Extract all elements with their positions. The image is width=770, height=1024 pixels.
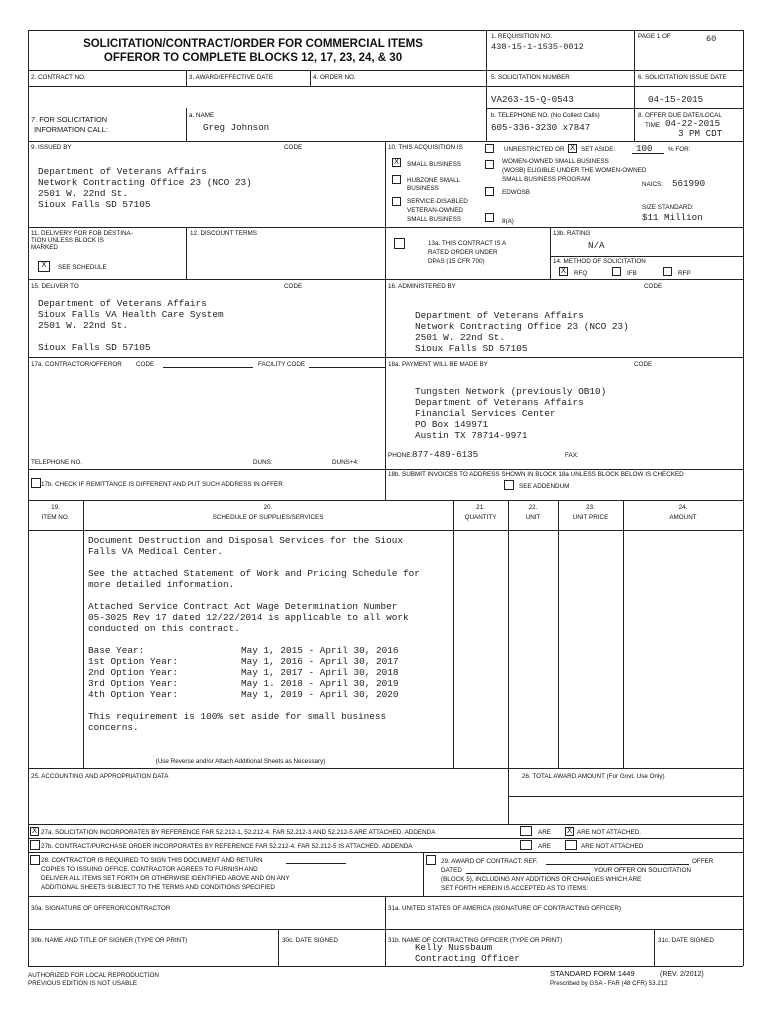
- deliver-to-line-1: Department of Veterans Affairs: [38, 298, 207, 309]
- payment-fax-label: FAX:: [565, 452, 579, 459]
- officer-name[interactable]: Kelly Nussbaum: [415, 942, 493, 953]
- 27b-are-checkbox[interactable]: [520, 840, 532, 850]
- rule: [28, 530, 743, 531]
- rule: [385, 141, 386, 469]
- usa-signature-label: 31a. UNITED STATES OF AMERICA (SIGNATURE OF CONTRACTING OFFICER): [388, 905, 622, 912]
- see-addendum-label: SEE ADDENDUM: [519, 483, 570, 490]
- edwosb-label: EDWOSB: [502, 189, 530, 196]
- year-range: May 1, 2015 - April 30, 2016: [241, 645, 399, 656]
- rule: [486, 108, 743, 109]
- schedule-footnote: (Use Reverse and/or Attach Additional Sheets as Necessary): [155, 758, 326, 765]
- offer-due-date[interactable]: 04-22-2015: [665, 118, 721, 129]
- 27a-are-not-checkbox[interactable]: X: [566, 826, 573, 836]
- col-schedule-num: 20.: [263, 504, 273, 511]
- duns4-label: DUNS+4:: [332, 459, 359, 466]
- rfp-label: RFP: [678, 270, 691, 277]
- administered-by-label: 16. ADMINISTERED BY: [388, 283, 456, 290]
- rule: [28, 30, 29, 966]
- officer-date-label: 31c. DATE SIGNED: [658, 937, 714, 944]
- rule: [28, 852, 743, 853]
- hubzone-label-2: BUSINESS: [407, 185, 439, 192]
- contractor-code-label: CODE: [136, 361, 155, 368]
- payment-phone-value[interactable]: 877-489-6135: [412, 449, 479, 460]
- footer-revision: (REV. 2/2012): [660, 971, 704, 978]
- hubzone-checkbox[interactable]: [392, 175, 401, 184]
- award-date-label: 3. AWARD/EFFECTIVE DATE: [189, 74, 274, 81]
- offer-due-label: 8. OFFER DUE DATE/LOCAL: [638, 112, 722, 119]
- payment-phone-label: PHONE:: [388, 452, 413, 459]
- rule: [28, 500, 743, 501]
- rule: [278, 929, 279, 966]
- deliver-to-line-5: Sioux Falls SD 57105: [38, 342, 151, 353]
- 27b-are-label: ARE: [538, 843, 551, 850]
- year-label: 1st Option Year:: [88, 656, 179, 667]
- rule: [654, 929, 655, 966]
- percent-for-label: % FOR:: [668, 146, 691, 153]
- col-unit-price-label: UNIT PRICE: [572, 514, 609, 521]
- year-label: 2nd Option Year:: [88, 667, 179, 678]
- award-checkbox[interactable]: [426, 855, 436, 865]
- issued-by-label: 9. ISSUED BY: [31, 144, 72, 151]
- schedule-text: This requirement is 100% set aside for small business: [88, 711, 387, 722]
- rule: [186, 227, 187, 279]
- year-label: 3rd Option Year:: [88, 678, 179, 689]
- schedule-text: See the attached Statement of Work and Pricing Schedule for: [88, 568, 420, 579]
- year-range: May 1, 2017 - April 30, 2018: [241, 667, 399, 678]
- rfq-label: RFQ: [574, 270, 588, 277]
- administered-by-line-2: Network Contracting Office 23 (NCO 23): [415, 321, 629, 332]
- rule: [634, 30, 635, 141]
- remittance-checkbox[interactable]: [31, 478, 41, 488]
- rated-order-checkbox[interactable]: [394, 238, 405, 249]
- block29-offer: OFFER: [692, 858, 714, 865]
- rule: [28, 838, 743, 839]
- 27b-are-not-checkbox[interactable]: [565, 840, 577, 850]
- year-label: Base Year:: [88, 645, 145, 656]
- sdvosb-label-2: VETERAN-OWNED: [407, 207, 463, 214]
- order-no-label: 4. ORDER NO.: [313, 74, 356, 81]
- clause-27b-checkbox[interactable]: [30, 840, 40, 850]
- unrestricted-checkbox[interactable]: [485, 144, 494, 153]
- solicitation-number-value[interactable]: VA263-15-Q-0543: [491, 94, 574, 105]
- page-label: PAGE 1 OF: [638, 33, 671, 40]
- col-unit-label: UNIT: [525, 514, 541, 521]
- block28-line-2: COPIES TO ISSUING OFFICE. CONTRACTOR AGREES TO FURNISH AND: [41, 866, 258, 873]
- issued-by-line-4: Sioux Falls SD 57105: [38, 199, 151, 210]
- schedule-text: Falls VA Medical Center.: [88, 546, 224, 557]
- block29-line-3: (BLOCK 5), INCLUDING ANY ADDITIONS OR CHANGES WHICH ARE: [441, 876, 642, 883]
- for-solicitation-label-2: INFORMATION CALL:: [34, 125, 108, 134]
- unrestricted-label: UNRESTRICTED OR: [504, 146, 565, 153]
- rule: [423, 852, 424, 896]
- issued-by-line-3: 2501 W. 22nd St.: [38, 188, 129, 199]
- 27a-are-label: ARE: [538, 829, 551, 836]
- payment-line-1: Tungsten Network (previously OB10): [415, 386, 607, 397]
- ifb-checkbox[interactable]: [612, 267, 621, 276]
- issue-date-value[interactable]: 04-15-2015: [648, 94, 704, 105]
- set-aside-percent[interactable]: 100: [636, 143, 653, 154]
- form-title-line1: SOLICITATION/CONTRACT/ORDER FOR COMMERCIAL ITEMS: [83, 38, 423, 50]
- size-standard-label: SIZE STANDARD:: [642, 204, 694, 211]
- rule: [28, 824, 743, 825]
- issued-by-code-label: CODE: [284, 144, 303, 151]
- payment-line-4: PO Box 149971: [415, 419, 489, 430]
- underline: [632, 153, 664, 154]
- rule: [28, 768, 743, 769]
- eight-a-checkbox[interactable]: [485, 213, 494, 222]
- col-amount-label: AMOUNT: [669, 514, 697, 521]
- rule: [186, 70, 187, 86]
- duns-label: DUNS:: [253, 459, 273, 466]
- telephone-value[interactable]: 605-336-3230 x7847: [491, 122, 591, 133]
- rule: [550, 256, 743, 257]
- see-addendum-checkbox[interactable]: [504, 480, 514, 490]
- col-quantity-label: QUANTITY: [464, 514, 497, 521]
- payment-line-3: Financial Services Center: [415, 408, 556, 419]
- form-title-line2: OFFEROR TO COMPLETE BLOCKS 12, 17, 23, 24, & 30: [103, 52, 403, 64]
- rule: [310, 70, 311, 86]
- rule: [28, 30, 743, 31]
- wosb-checkbox[interactable]: [485, 160, 494, 169]
- contact-name-value[interactable]: Greg Johnson: [203, 122, 270, 133]
- hubzone-label-1: HUBZONE SMALL: [407, 177, 461, 184]
- wosb-label-2: (WOSB) ELIGIBLE UNDER THE WOMEN-OWNED: [502, 167, 647, 174]
- requisition-value[interactable]: 438-15-1-1535-0012: [491, 42, 584, 52]
- for-solicitation-label-1: 7. FOR SOLICITATION: [31, 115, 108, 124]
- offeror-date-label: 30c. DATE SIGNED: [282, 937, 338, 944]
- underline: [286, 863, 346, 864]
- col-schedule-label: SCHEDULE OF SUPPLIES/SERVICES: [212, 514, 324, 521]
- year-range: May 1, 2019 - April 30, 2020: [241, 689, 399, 700]
- wosb-label-1: WOMEN-OWNED SMALL BUSINESS: [502, 158, 609, 165]
- schedule-text: conducted on this contract.: [88, 623, 240, 634]
- block29-line-1: 29. AWARD OF CONTRACT: REF.: [441, 858, 538, 865]
- year-range: May 1, 2016 - April 30, 2017: [241, 656, 399, 667]
- offeror-signature-label: 30a. SIGNATURE OF OFFEROR/CONTRACTOR: [31, 905, 171, 912]
- underline: [546, 864, 689, 865]
- issue-date-label: 6. SOLICITATION ISSUE DATE: [638, 74, 727, 81]
- officer-name-label: 31b. NAME OF CONTRACTING OFFICER (TYPE OR PRINT): [388, 937, 563, 944]
- small-business-label: SMALL BUSINESS: [407, 161, 462, 168]
- schedule-text: Document Destruction and Disposal Services for the Sioux: [88, 535, 404, 546]
- year-range: May 1. 2018 - April 30, 2019: [241, 678, 399, 689]
- deliver-to-line-3: 2501 W. 22nd St.: [38, 320, 129, 331]
- facility-code-label: FACILITY CODE: [258, 361, 306, 368]
- 27b-are-not-label: ARE NOT ATTACHED: [581, 843, 644, 850]
- rating-label: 13b. RATING: [553, 230, 591, 237]
- contact-name-label: a. NAME: [189, 112, 215, 119]
- set-aside-checkbox[interactable]: X: [569, 143, 576, 153]
- wosb-label-3: SMALL BUSINESS PROGRAM: [502, 176, 591, 183]
- sf1449-form: [28, 30, 743, 990]
- delivery-fob-label-1: 11. DELIVERY FOR FOB DESTINA-: [31, 230, 133, 237]
- footer-prescribed: Prescribed by GSA - FAR (48 CFR) 53.212: [550, 980, 668, 987]
- officer-title[interactable]: Contracting Officer: [415, 953, 520, 964]
- payment-code-label: CODE: [634, 361, 653, 368]
- col-unit-price-num: 23.: [586, 504, 595, 511]
- rfp-checkbox[interactable]: [663, 267, 672, 276]
- clause-27a-label: 27a. SOLICITATION INCORPORATES BY REFERENCE FAR 52.212-1, 52.212-4. FAR 52.212-3 AND 52.212-5 ARE ATTACHED. ADDENDA: [41, 829, 436, 836]
- rule: [743, 30, 744, 966]
- contract-no-label: 2. CONTRACT NO.: [31, 74, 86, 81]
- page-total: 60: [706, 34, 717, 44]
- payment-line-2: Department of Veterans Affairs: [415, 397, 584, 408]
- rule: [28, 86, 743, 87]
- rule: [508, 796, 743, 797]
- administered-by-line-3: 2501 W. 22nd St.: [415, 332, 506, 343]
- clause-27a-checkbox[interactable]: X: [31, 826, 38, 836]
- rating-value[interactable]: N/A: [588, 240, 605, 251]
- rule: [453, 500, 454, 768]
- deliver-to-code-label: CODE: [284, 283, 303, 290]
- delivery-fob-label-3: MARKED: [31, 244, 58, 251]
- edwosb-checkbox[interactable]: [485, 187, 494, 196]
- rule: [385, 469, 386, 500]
- see-schedule-label: SEE SCHEDULE: [58, 264, 107, 271]
- block29-your-offer: YOUR OFFER ON SOLICITATION: [594, 867, 692, 874]
- acquisition-label: 10. THIS ACQUISITION IS: [388, 144, 463, 151]
- offer-due-time[interactable]: 3 PM CDT: [678, 128, 723, 139]
- clause-27b-label: 27b. CONTRACT/PURCHASE ORDER INCORPORATES BY REFERENCE FAR 52.212-4. FAR 52.212-5 IS ATTACHED. ADDENDA: [41, 843, 413, 850]
- year-label: 4th Option Year:: [88, 689, 179, 700]
- rule: [163, 367, 253, 368]
- remittance-label: 17b. CHECK IF REMITTANCE IS DIFFERENT AND PUT SUCH ADDRESS IN OFFER: [41, 481, 283, 488]
- block28-line-4: ADDITIONAL SHEETS SUBJECT TO THE TERMS AND CONDITIONS SPECIFIED: [41, 884, 275, 891]
- col-quantity-num: 21.: [476, 504, 485, 511]
- rated-order-label-1: 13a. THIS CONTRACT IS A: [428, 240, 507, 247]
- footer-previous-edition: PREVIOUS EDITION IS NOT USABLE: [28, 980, 138, 987]
- col-amount-num: 24.: [678, 504, 688, 511]
- schedule-text: Attached Service Contract Act Wage Determination Number: [88, 601, 398, 612]
- accounting-label: 25. ACCOUNTING AND APPROPRIATION DATA: [31, 773, 169, 780]
- 27a-are-not-label: ARE NOT ATTACHED.: [577, 829, 642, 836]
- sdvosb-checkbox[interactable]: [392, 197, 401, 206]
- col-item-label: ITEM NO.: [41, 514, 70, 521]
- rule: [623, 500, 624, 768]
- rule: [486, 30, 487, 141]
- administered-by-line-1: Department of Veterans Affairs: [415, 310, 584, 321]
- administered-by-code-label: CODE: [644, 283, 663, 290]
- underline: [466, 873, 590, 874]
- rule: [83, 500, 84, 768]
- solicitation-number-label: 5. SOLICITATION NUMBER: [491, 74, 570, 81]
- delivery-fob-label-2: TION UNLESS BLOCK IS: [31, 237, 104, 244]
- block29-dated: DATED: [441, 867, 462, 874]
- schedule-text: 05-3025 Rev 17 dated 12/22/2014 is applicable to all work: [88, 612, 409, 623]
- issued-by-line-2: Network Contracting Office 23 (NCO 23): [38, 177, 252, 188]
- payment-label: 18a. PAYMENT WILL BE MADE BY: [388, 361, 488, 368]
- rated-order-label-3: DPAS (15 CFR 700): [428, 258, 485, 265]
- rule: [558, 500, 559, 768]
- rule: [508, 500, 509, 768]
- set-aside-label: SET ASIDE:: [581, 146, 616, 153]
- footer-form-name: STANDARD FORM 1449: [550, 969, 635, 978]
- sdvosb-label-3: SMALL BUSINESS: [407, 216, 462, 223]
- sdvosb-label-1: SERVICE-DISABLED: [407, 198, 468, 205]
- naics-label: NAICS:: [642, 181, 663, 188]
- contractor-sign-checkbox[interactable]: [30, 855, 40, 865]
- contractor-label: 17a. CONTRACTOR/OFFEROR: [31, 361, 122, 368]
- total-award-label: 26. TOTAL AWARD AMOUNT (For Govt. Use Only): [522, 773, 665, 780]
- rule: [28, 70, 743, 71]
- rfq-checkbox[interactable]: X: [560, 266, 567, 276]
- rule: [550, 227, 551, 279]
- rule: [309, 367, 385, 368]
- block28-line-1: 28. CONTRACTOR IS REQUIRED TO SIGN THIS DOCUMENT AND RETURN: [41, 857, 263, 864]
- rule: [186, 108, 187, 141]
- signer-name-label: 30b. NAME AND TITLE OF SIGNER (TYPE OR PRINT): [31, 937, 188, 944]
- deliver-to-label: 15. DELIVER TO: [31, 283, 79, 290]
- small-business-checkbox[interactable]: X: [393, 157, 400, 167]
- requisition-label: 1. REQUISITION NO.: [491, 33, 552, 40]
- footer-authorized: AUTHORIZED FOR LOCAL REPRODUCTION: [28, 972, 159, 979]
- block28-line-3: DELIVER ALL ITEMS SET FORTH OR OTHERWISE IDENTIFIED ABOVE AND ON ANY: [41, 875, 290, 882]
- block29-line-4: SET FORTH HEREIN IS ACCEPTED AS TO ITEMS:: [441, 885, 589, 892]
- issued-by-line-1: Department of Veterans Affairs: [38, 166, 207, 177]
- size-standard-value[interactable]: $11 Million: [642, 212, 703, 223]
- rule: [385, 896, 386, 966]
- eight-a-label: 8(A): [502, 218, 514, 225]
- administered-by-line-4: Sioux Falls SD 57105: [415, 343, 528, 354]
- telephone-no-label: TELEPHONE NO.: [31, 459, 83, 466]
- rule: [28, 227, 385, 228]
- rule: [385, 227, 743, 228]
- ifb-label: IFB: [627, 270, 637, 277]
- discount-terms-label: 12. DISCOUNT TERMS: [190, 230, 257, 237]
- rated-order-label-2: RATED ORDER UNDER: [428, 249, 498, 256]
- see-schedule-checkbox[interactable]: X: [38, 261, 50, 272]
- col-unit-num: 22.: [528, 504, 538, 511]
- deliver-to-line-2: Sioux Falls VA Health Care System: [38, 309, 224, 320]
- schedule-text: concerns.: [88, 722, 139, 733]
- schedule-text: more detailed information.: [88, 579, 235, 590]
- method-label: 14. METHOD OF SOLICITATION: [553, 258, 646, 265]
- rule: [28, 966, 743, 967]
- telephone-label: b. TELEPHONE NO. (No Collect Calls): [491, 112, 600, 119]
- naics-value[interactable]: 561990: [672, 178, 706, 189]
- 27a-are-checkbox[interactable]: [520, 826, 532, 836]
- offer-due-time-label: TIME: [645, 122, 661, 129]
- payment-line-5: Austin TX 78714-9971: [415, 430, 528, 441]
- col-item-num: 19.: [51, 504, 60, 511]
- submit-invoices-label: 18b. SUBMIT INVOICES TO ADDRESS SHOWN IN BLOCK 18a UNLESS BLOCK BELOW IS CHECKED: [388, 471, 684, 478]
